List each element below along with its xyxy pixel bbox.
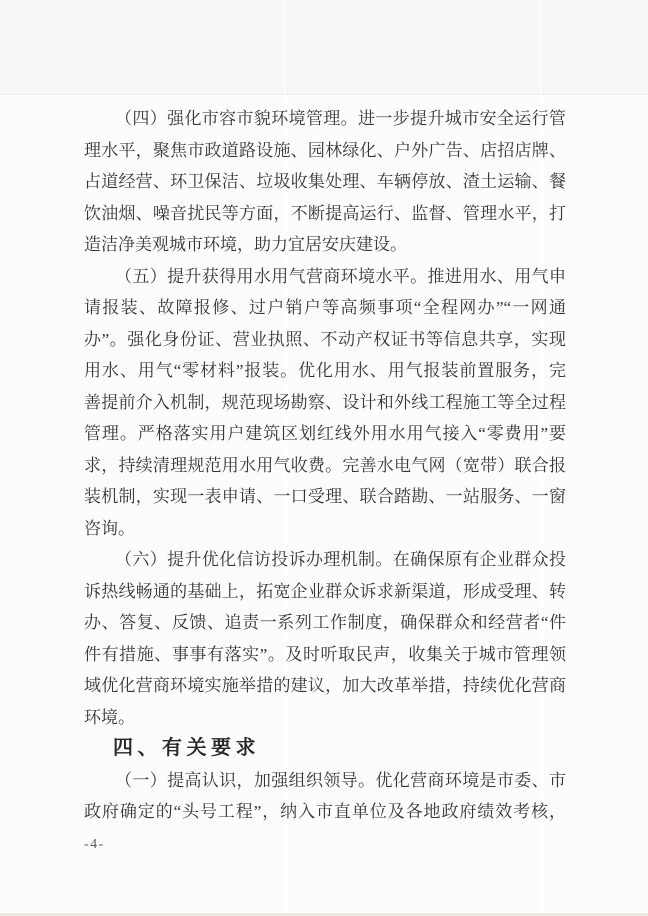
text-line: 政府确定的“头号工程”，纳入市直单位及各地政府绩效考核， <box>84 802 566 821</box>
text-line: 请报装、故障报修、过户销户等高频事项“全程网办”“一网通 <box>84 298 566 317</box>
text-line: 占道经营、环卫保洁、垃圾收集处理、车辆停放、渣土运输、餐 <box>84 172 566 191</box>
text-line: 环境。 <box>84 707 135 727</box>
document-body <box>84 103 566 828</box>
paragraph-item-5 <box>84 261 566 545</box>
text-line: 用水、用气“零材料”报装。优化用水、用气报装前置服务，完 <box>84 361 566 380</box>
text-line: 办、答复、反馈、追责一系列工作制度，确保群众和经营者“件 <box>84 613 566 632</box>
text-line: （五）提升获得用水用气营商环境水平。推进用水、用气申 <box>115 266 566 286</box>
text-line: 办”。强化身份证、营业执照、不动产权证书等信息共享，实现 <box>84 329 566 349</box>
paragraph-item-1 <box>84 765 566 828</box>
text-line: （六）提升优化信访投诉办理机制。在确保原有企业群众投 <box>115 550 566 569</box>
section-heading: 四、有关要求 <box>113 737 260 759</box>
text-line: 饮油烟、噪音扰民等方面，不断提高运行、监督、管理水平，打 <box>84 203 566 223</box>
paragraph-item-6 <box>84 544 566 733</box>
text-line: 咨询。 <box>84 518 135 538</box>
text-line: （四）强化市容市貌环境管理。进一步提升城市安全运行管 <box>115 109 566 128</box>
text-line: 善提前介入机制，规范现场勘察、设计和外线工程施工等全过程 <box>84 392 566 412</box>
text-line: 诉热线畅通的基础上，拓宽企业群众诉求新渠道，形成受理、转 <box>84 581 566 601</box>
text-line: 造洁净美观城市环境，助力宜居安庆建设。 <box>84 235 407 254</box>
text-line: 件有措施、事事有落实”。及时听取民声，收集关于城市管理领 <box>84 644 566 664</box>
text-line: 管理。严格落实用户建筑区划红线外用水用气接入“零费用”要 <box>84 424 566 443</box>
text-line: 理水平，聚焦市政道路设施、园林绿化、户外广告、店招店牌、 <box>84 140 566 160</box>
text-line: 装机制，实现一表申请、一口受理、联合踏勘、一站服务、一窗 <box>84 487 566 506</box>
text-line: 域优化营商环境实施举措的建议，加大改革举措，持续优化营商 <box>84 676 566 695</box>
text-line: （一）提高认识，加强组织领导。优化营商环境是市委、市 <box>115 770 566 790</box>
text-line: 求，持续清理规范用水用气收费。完善水电气网（宽带）联合报 <box>84 455 566 475</box>
page-number: -4- <box>84 837 105 852</box>
paragraph-item-4 <box>84 103 566 261</box>
scan-top-shading <box>0 0 648 95</box>
